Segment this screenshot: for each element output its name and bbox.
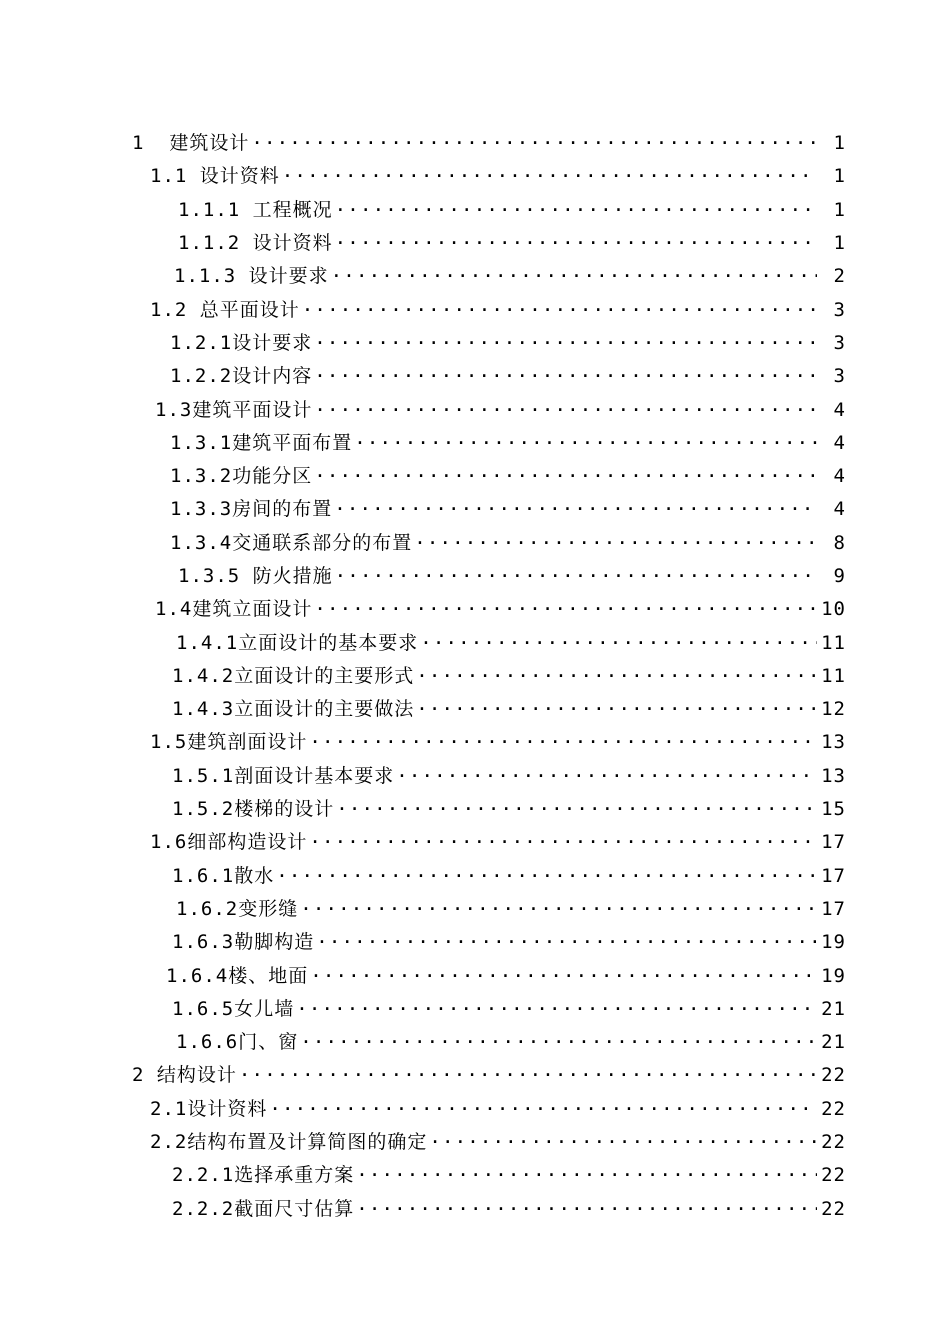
toc-entry-page-number: 10	[821, 598, 846, 621]
toc-dot-leader	[300, 893, 817, 926]
toc-entry[interactable]	[0, 1093, 950, 1126]
toc-entry-number: 1.5	[150, 731, 188, 754]
toc-entry-title: 防火措施	[252, 565, 333, 587]
toc-entry-page-number: 22	[821, 1131, 846, 1154]
toc-entry-title: 立面设计的主要做法	[234, 698, 415, 721]
toc-entry[interactable]	[0, 427, 950, 460]
toc-entry-title: 散水	[234, 864, 275, 887]
toc-entry-number: 1.2.1	[170, 331, 233, 354]
toc-entry[interactable]	[0, 460, 950, 493]
toc-dot-leader	[416, 660, 817, 693]
toc-dot-leader	[309, 826, 817, 859]
toc-entry-title: 勒脚构造	[234, 931, 315, 954]
toc-entry-gap	[144, 127, 169, 160]
toc-entry[interactable]	[0, 327, 950, 360]
toc-dot-leader	[276, 860, 817, 893]
toc-dot-leader	[331, 260, 817, 293]
toc-entry[interactable]	[0, 260, 950, 293]
toc-entry-title: 设计资料	[199, 165, 280, 188]
toc-entry-title: 变形缝	[238, 897, 299, 920]
toc-entry-page-number: 11	[821, 631, 846, 654]
toc-entry-title: 设计资料	[252, 232, 333, 255]
toc-entry-page-number: 17	[821, 831, 846, 854]
toc-entry-title: 选择承重方案	[234, 1164, 355, 1187]
toc-entry-title: 截面尺寸估算	[234, 1197, 355, 1220]
toc-entry-title: 设计资料	[187, 1097, 268, 1120]
toc-entry-page-number: 13	[821, 731, 846, 754]
toc-entry[interactable]	[0, 493, 950, 526]
toc-entry-number: 1.3.5	[178, 565, 241, 587]
toc-entry[interactable]	[0, 393, 950, 426]
toc-dot-leader	[314, 460, 817, 493]
toc-entry[interactable]	[0, 194, 950, 227]
toc-entry-page-number: 4	[833, 398, 846, 421]
toc-dot-leader	[335, 227, 817, 260]
toc-dot-leader	[356, 1159, 817, 1192]
toc-entry-page-number: 4	[833, 431, 846, 454]
toc-dot-leader	[314, 593, 817, 626]
toc-entry-number: 1.6.2	[176, 897, 239, 920]
toc-dot-leader	[314, 394, 817, 427]
toc-entry-page-number: 17	[821, 864, 846, 887]
toc-entry-page-number: 22	[821, 1164, 846, 1187]
table-of-contents	[0, 127, 950, 1226]
toc-entry[interactable]	[0, 993, 950, 1026]
toc-entry-page-number: 2	[833, 265, 846, 288]
toc-entry[interactable]	[0, 726, 950, 759]
toc-entry-title: 建筑平面布置	[232, 431, 353, 454]
toc-entry-number: 1.1.1	[178, 198, 241, 221]
toc-dot-leader	[334, 493, 817, 526]
toc-entry-title: 结构布置及计算简图的确定	[187, 1131, 428, 1154]
toc-entry-title: 细部构造设计	[187, 831, 308, 854]
toc-entry[interactable]	[0, 293, 950, 326]
toc-dot-leader	[309, 726, 817, 759]
toc-entry-number: 1.6.1	[172, 864, 235, 887]
toc-entry-title: 建筑剖面设计	[187, 731, 308, 754]
toc-entry-page-number: 12	[821, 698, 846, 721]
toc-entry-page-number: 22	[821, 1197, 846, 1220]
toc-dot-leader	[282, 160, 817, 193]
toc-dot-leader	[354, 427, 817, 460]
toc-entry-page-number: 9	[833, 565, 846, 587]
toc-entry[interactable]	[0, 693, 950, 726]
toc-entry-page-number: 1	[833, 165, 846, 188]
toc-entry-number: 1.4.2	[172, 664, 235, 687]
toc-entry-number: 2	[132, 1064, 145, 1087]
toc-entry-number: 2.2.1	[172, 1164, 235, 1187]
toc-entry-page-number: 8	[833, 531, 846, 554]
toc-entry-number: 1.6.4	[166, 964, 229, 987]
toc-entry[interactable]	[0, 626, 950, 659]
toc-entry-title: 设计要求	[232, 331, 313, 354]
toc-entry[interactable]	[0, 860, 950, 893]
toc-entry-page-number: 19	[821, 964, 846, 987]
toc-entry-number: 2.2.2	[172, 1197, 235, 1220]
toc-entry-page-number: 3	[833, 331, 846, 354]
toc-dot-leader	[416, 693, 817, 726]
toc-entry-page-number: 17	[821, 897, 846, 920]
toc-entry-page-number: 1	[833, 198, 846, 221]
toc-entry-title: 立面设计的主要形式	[234, 664, 415, 687]
toc-entry-number: 1.3.1	[170, 431, 233, 454]
toc-entry-gap	[187, 294, 199, 327]
toc-entry[interactable]	[0, 1193, 950, 1226]
toc-dot-leader	[269, 1093, 817, 1126]
toc-entry[interactable]	[0, 793, 950, 826]
toc-entry-number: 1.3.2	[170, 465, 233, 488]
toc-dot-leader	[239, 1059, 817, 1092]
toc-entry-number: 1.2.2	[170, 365, 233, 388]
toc-entry-title: 楼、地面	[228, 964, 309, 987]
toc-entry-page-number: 22	[821, 1064, 846, 1087]
toc-entry[interactable]	[0, 893, 950, 926]
toc-entry[interactable]	[0, 1026, 950, 1059]
toc-entry-title: 结构设计	[156, 1064, 237, 1087]
toc-entry-title: 剖面设计基本要求	[234, 764, 395, 787]
toc-dot-leader	[310, 960, 817, 993]
toc-dot-leader	[314, 327, 817, 360]
toc-dot-leader	[336, 793, 817, 826]
toc-dot-leader	[302, 294, 817, 327]
toc-entry-number: 1.3.3	[170, 498, 233, 521]
toc-entry[interactable]	[0, 1159, 950, 1192]
toc-dot-leader	[335, 194, 817, 227]
toc-entry-gap	[240, 227, 252, 260]
toc-entry-number: 1.2	[150, 298, 188, 321]
toc-entry-number: 1.5.2	[172, 798, 235, 821]
toc-entry-page-number: 15	[821, 798, 846, 821]
toc-entry-number: 1.6.3	[172, 931, 235, 954]
toc-entry[interactable]	[0, 660, 950, 693]
toc-entry-title: 女儿墙	[234, 997, 295, 1020]
toc-entry[interactable]	[0, 1126, 950, 1159]
toc-entry-title: 交通联系部分的布置	[232, 531, 413, 554]
toc-entry-number: 1.6.6	[176, 1031, 239, 1054]
toc-entry-gap	[144, 1059, 156, 1092]
toc-entry-page-number: 21	[821, 1031, 846, 1054]
toc-entry-page-number: 3	[833, 365, 846, 388]
toc-entry-title: 建筑立面设计	[192, 598, 313, 621]
toc-entry-title: 门、窗	[238, 1031, 299, 1054]
toc-entry[interactable]	[0, 527, 950, 560]
toc-entry-number: 1.3.4	[170, 531, 233, 554]
toc-entry-page-number: 1	[833, 232, 846, 255]
toc-entry[interactable]	[0, 1059, 950, 1092]
toc-entry-page-number: 4	[833, 498, 846, 521]
toc-entry[interactable]	[0, 593, 950, 626]
toc-entry[interactable]	[0, 560, 950, 593]
toc-dot-leader	[420, 627, 817, 660]
toc-entry-number: 1.3	[155, 398, 193, 421]
toc-entry-number: 1.4.3	[172, 698, 235, 721]
toc-entry[interactable]	[0, 760, 950, 793]
toc-entry-title: 房间的布置	[232, 498, 333, 521]
toc-entry-number: 1.6.5	[172, 997, 235, 1020]
toc-entry[interactable]	[0, 160, 950, 193]
toc-entry-page-number: 13	[821, 764, 846, 787]
toc-entry-gap	[240, 560, 252, 593]
toc-entry-title: 建筑平面设计	[192, 398, 313, 421]
toc-entry[interactable]	[0, 826, 950, 859]
toc-dot-leader	[396, 760, 817, 793]
toc-entry-page-number: 11	[821, 664, 846, 687]
toc-dot-leader	[300, 1026, 817, 1059]
toc-entry-title: 设计内容	[232, 365, 313, 388]
toc-entry-page-number: 22	[821, 1097, 846, 1120]
toc-entry-title: 工程概况	[252, 198, 333, 221]
toc-entry-number: 1.1.2	[178, 232, 241, 255]
toc-entry-number: 1	[132, 132, 145, 155]
toc-entry-gap	[240, 194, 252, 227]
toc-entry[interactable]	[0, 127, 950, 160]
toc-dot-leader	[251, 127, 817, 160]
toc-dot-leader	[296, 993, 817, 1026]
toc-entry-number: 2.2	[150, 1131, 188, 1154]
toc-entry-title: 楼梯的设计	[234, 798, 335, 821]
toc-entry-page-number: 19	[821, 931, 846, 954]
toc-entry-page-number: 4	[833, 465, 846, 488]
toc-entry-title: 建筑设计	[169, 132, 250, 155]
toc-entry-number: 2.1	[150, 1097, 188, 1120]
toc-entry-gap	[236, 260, 248, 293]
toc-entry-title: 总平面设计	[199, 298, 300, 321]
toc-dot-leader	[429, 1126, 817, 1159]
toc-dot-leader	[335, 560, 817, 593]
toc-entry-page-number: 3	[833, 298, 846, 321]
toc-entry-number: 1.5.1	[172, 764, 235, 787]
toc-dot-leader	[356, 1193, 817, 1226]
toc-entry[interactable]	[0, 227, 950, 260]
toc-entry-number: 1.4	[155, 598, 193, 621]
toc-entry-number: 1.6	[150, 831, 188, 854]
toc-dot-leader	[316, 926, 817, 959]
toc-entry-gap	[187, 160, 199, 193]
toc-entry-title: 设计要求	[248, 265, 329, 288]
toc-dot-leader	[314, 360, 817, 393]
toc-entry[interactable]	[0, 360, 950, 393]
toc-entry-page-number: 1	[833, 132, 846, 155]
toc-entry[interactable]	[0, 959, 950, 992]
toc-entry-page-number: 21	[821, 997, 846, 1020]
toc-entry[interactable]	[0, 926, 950, 959]
toc-entry-title: 功能分区	[232, 465, 313, 488]
toc-entry-number: 1.1	[150, 165, 188, 188]
toc-dot-leader	[414, 527, 817, 560]
toc-entry-number: 1.4.1	[176, 631, 239, 654]
toc-entry-title: 立面设计的基本要求	[238, 631, 419, 654]
toc-entry-number: 1.1.3	[174, 265, 237, 288]
